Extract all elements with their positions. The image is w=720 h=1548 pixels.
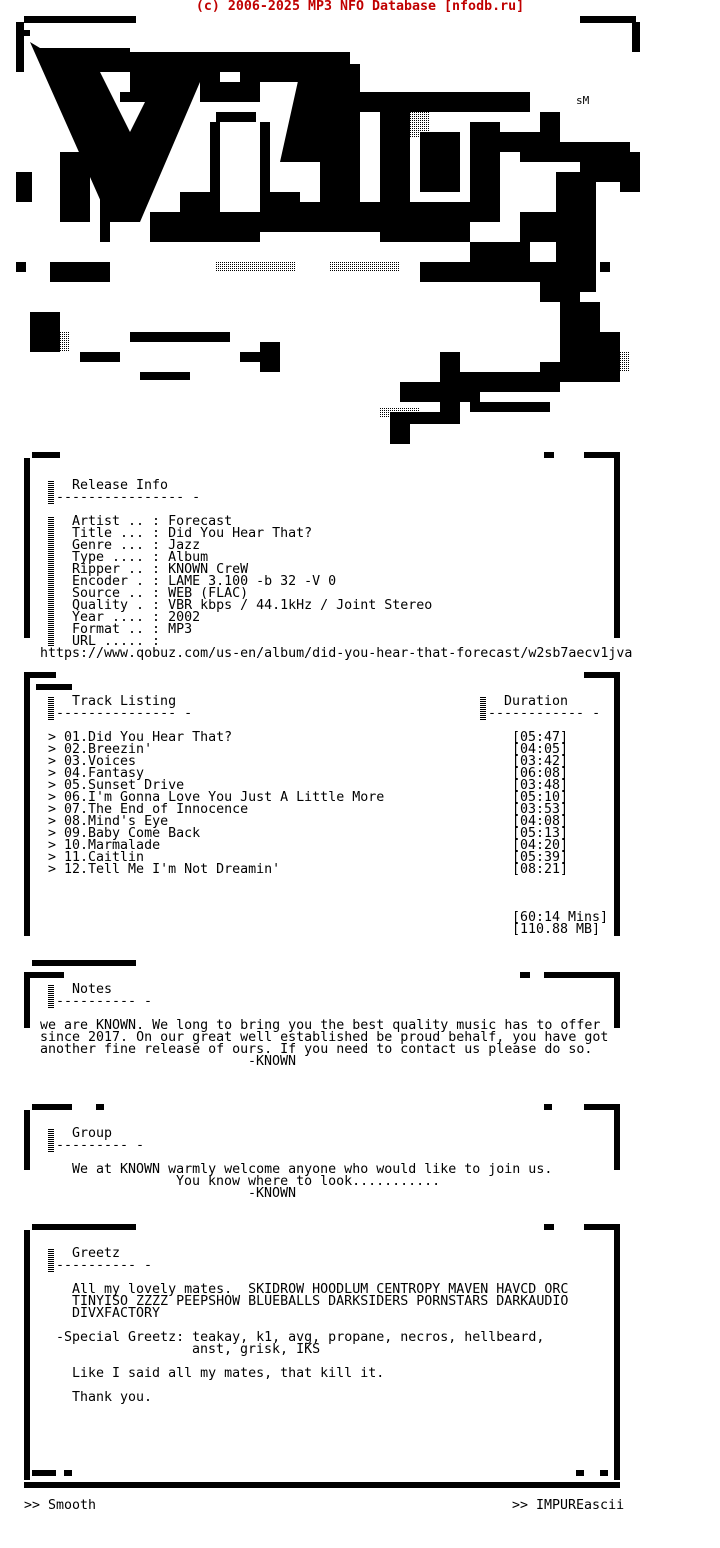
frame-shade xyxy=(480,696,486,720)
total-time: [60:14 Mins] xyxy=(512,910,609,925)
greetz-title: Greetz xyxy=(72,1246,121,1261)
track-item: > 07.The End of Innocence xyxy=(48,802,249,817)
track-item: > 01.Did You Hear That? xyxy=(48,730,233,745)
frame-shade xyxy=(48,1248,54,1272)
track-item: > 10.Marmalade xyxy=(48,838,161,853)
track-item: > 02.Breezin' xyxy=(48,742,153,757)
notes-line: we are KNOWN. We long to bring you the best quality music has to offer xyxy=(40,1018,601,1033)
artist-signature: sM xyxy=(576,94,590,107)
track-duration: [08:21] xyxy=(512,862,569,877)
frame-corner xyxy=(32,452,60,458)
frame-left xyxy=(24,678,30,936)
frame-bottom xyxy=(24,1482,620,1488)
footer-right: >> IMPUREascii xyxy=(512,1498,625,1513)
tracklist-title: Track Listing xyxy=(72,694,177,709)
frame-right xyxy=(614,1230,620,1480)
notes-line: another fine release of ours. If you need to contact us please do so. xyxy=(40,1042,593,1057)
group-underline: --------- - xyxy=(56,1138,145,1153)
greetz-line: TINYISO ZZZZ PEEPSHOW BLUEBALLS DARKSIDERS PORNSTARS DARKAUDIO xyxy=(72,1294,569,1309)
greetz-line: All my lovely mates. SKIDROW HOODLUM CENTROPY MAVEN HAVCD ORC xyxy=(72,1282,569,1297)
frame-corner xyxy=(544,1224,554,1230)
release-url-link[interactable]: https://www.qobuz.com/us-en/album/did-you-hear-that-forecast/w2sb7aecv1jva xyxy=(40,646,633,661)
site-header[interactable]: (c) 2006-2025 MP3 NFO Database [nfodb.ru] xyxy=(195,0,525,14)
frame-left xyxy=(24,978,30,1028)
track-item: > 08.Mind's Eye xyxy=(48,814,169,829)
frame-right xyxy=(614,678,620,936)
special-greetz: -Special Greetz: teakay, k1, avg, propane, necros, hellbeard, xyxy=(56,1330,545,1345)
frame-shade xyxy=(48,696,54,720)
track-item: > 06.I'm Gonna Love You Just A Little More xyxy=(48,790,385,805)
track-item: > 03.Voices xyxy=(48,754,137,769)
track-duration: [06:08] xyxy=(512,766,569,781)
release-source: Source .. : WEB (FLAC) xyxy=(72,586,249,601)
logo-art xyxy=(0,12,720,452)
frame-corner xyxy=(32,1224,136,1230)
frame-shade xyxy=(48,480,54,504)
frame-corner xyxy=(544,1104,552,1110)
track-duration: [05:47] xyxy=(512,730,569,745)
frame-corner xyxy=(64,1470,72,1476)
frame-corner xyxy=(32,1470,56,1476)
release-encoder: Encoder . : LAME 3.100 -b 32 -V 0 xyxy=(72,574,337,589)
release-info-title: Release Info xyxy=(72,478,169,493)
release-genre: Genre ... : Jazz xyxy=(72,538,201,553)
track-duration: [05:39] xyxy=(512,850,569,865)
greetz-thanks: Thank you. xyxy=(72,1390,153,1405)
frame-corner xyxy=(36,684,72,690)
release-quality: Quality . : VBR kbps / 44.1kHz / Joint Stereo xyxy=(72,598,433,613)
frame-corner xyxy=(32,960,136,966)
release-year: Year .... : 2002 xyxy=(72,610,201,625)
track-item: > 05.Sunset Drive xyxy=(48,778,185,793)
track-item: > 09.Baby Come Back xyxy=(48,826,201,841)
frame-corner xyxy=(576,1470,584,1476)
release-url-label: URL ..... : xyxy=(72,634,161,649)
track-duration: [04:20] xyxy=(512,838,569,853)
release-artist: Artist .. : Forecast xyxy=(72,514,233,529)
track-item: > 04.Fantasy xyxy=(48,766,145,781)
greetz-underline: ---------- - xyxy=(56,1258,153,1273)
tracklist-underline: --------------- - xyxy=(56,706,193,721)
frame-left xyxy=(24,1110,30,1170)
track-duration: [05:10] xyxy=(512,790,569,805)
frame-right xyxy=(614,458,620,638)
notes-title: Notes xyxy=(72,982,113,997)
ascii-art-logo xyxy=(0,12,720,452)
group-title: Group xyxy=(72,1126,113,1141)
frame-corner xyxy=(544,972,620,978)
release-format: Format .. : MP3 xyxy=(72,622,193,637)
track-duration: [04:08] xyxy=(512,814,569,829)
frame-shade xyxy=(48,516,54,646)
track-duration: [04:05] xyxy=(512,742,569,757)
frame-right xyxy=(614,1110,620,1170)
frame-left xyxy=(24,458,30,638)
special-greetz-cont: anst, grisk, IKS xyxy=(192,1342,321,1357)
notes-line: since 2017. On our great well established be proud behalf, you have got xyxy=(40,1030,609,1045)
group-line: You know where to look........... xyxy=(176,1174,441,1189)
frame-left xyxy=(24,1230,30,1480)
group-line: We at KNOWN warmly welcome anyone who would like to join us. xyxy=(72,1162,553,1177)
greetz-line: DIVXFACTORY xyxy=(72,1306,161,1321)
duration-underline: ------------ - xyxy=(488,706,601,721)
release-info-underline: ---------------- - xyxy=(56,490,201,505)
track-duration: [03:48] xyxy=(512,778,569,793)
group-signature: -KNOWN xyxy=(248,1186,297,1201)
duration-title: Duration xyxy=(504,694,569,709)
frame-right xyxy=(614,978,620,1028)
frame-shade xyxy=(48,1128,54,1152)
release-ripper: Ripper .. : KNOWN CreW xyxy=(72,562,249,577)
total-size: [110.88 MB] xyxy=(512,922,601,937)
frame-corner xyxy=(600,1470,608,1476)
track-duration: [05:13] xyxy=(512,826,569,841)
frame-corner xyxy=(32,1104,72,1110)
notes-signature: -KNOWN xyxy=(248,1054,297,1069)
greetz-line: Like I said all my mates, that kill it. xyxy=(72,1366,385,1381)
track-item: > 12.Tell Me I'm Not Dreamin' xyxy=(48,862,281,877)
release-type: Type .... : Album xyxy=(72,550,209,565)
frame-shade xyxy=(48,984,54,1008)
frame-corner xyxy=(96,1104,104,1110)
frame-corner xyxy=(24,972,64,978)
track-item: > 11.Caitlin xyxy=(48,850,145,865)
track-duration: [03:53] xyxy=(512,802,569,817)
frame-corner xyxy=(520,972,530,978)
footer-left: >> Smooth xyxy=(24,1498,97,1513)
track-duration: [03:42] xyxy=(512,754,569,769)
frame-corner xyxy=(544,452,554,458)
release-title: Title ... : Did You Hear That? xyxy=(72,526,313,541)
notes-underline: ---------- - xyxy=(56,994,153,1009)
